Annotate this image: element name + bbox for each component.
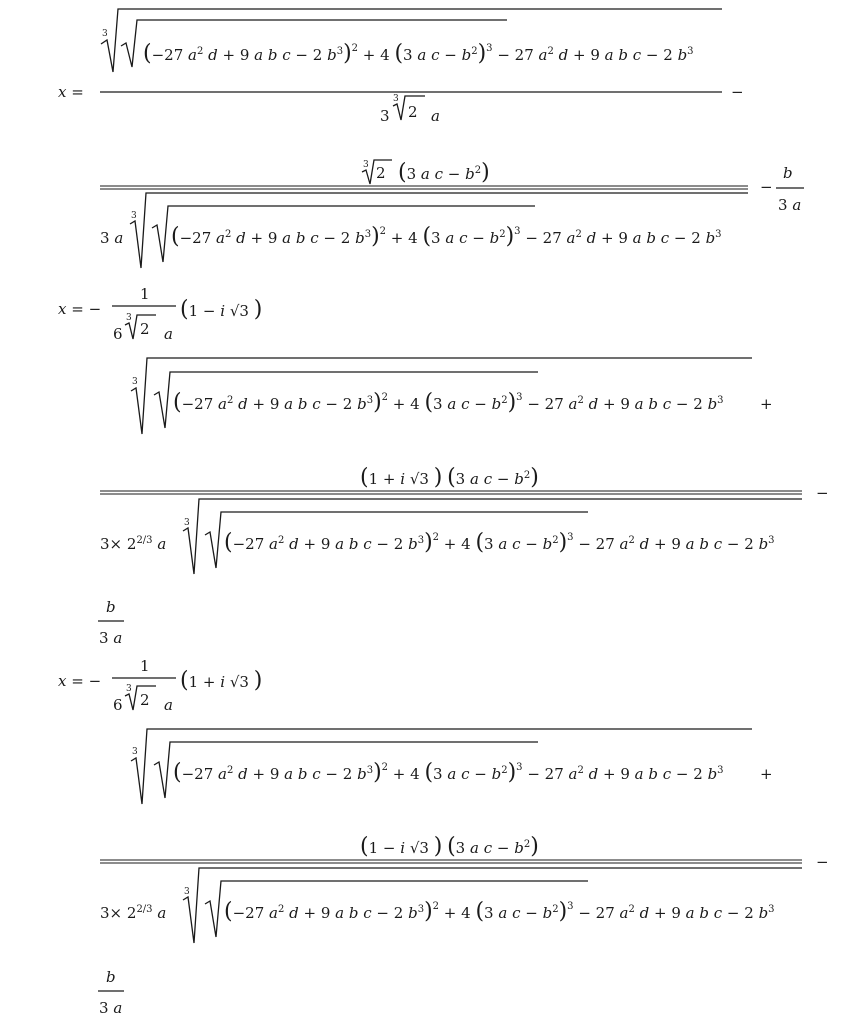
second-numerator: (3 a $c - b^2$) — [398, 160, 490, 185]
root-index: 3 — [132, 377, 138, 387]
root-index: 3 — [102, 29, 108, 39]
factor: (1 + i √3 ) — [180, 668, 263, 693]
solution-1 — [58, 9, 804, 268]
tail-sign: − — [760, 178, 773, 196]
second-denominator-prefix: $3\times 2^{2/3}$ a — [100, 904, 167, 922]
tail-num: b — [783, 164, 793, 182]
solution-1-lhs: x = — [58, 83, 84, 101]
join-sign: + — [760, 765, 773, 783]
coef-num: 1 — [140, 285, 150, 303]
solution-3-lhs: x = − — [58, 672, 102, 690]
solution-2-lhs: x = − — [58, 300, 102, 318]
root-index: 3 — [184, 887, 190, 897]
denominator-var: a — [431, 107, 440, 125]
solution-2 — [58, 285, 829, 647]
tail-num: b — [106, 968, 116, 986]
second-numerator: (1 + i √3 ) (3 a $c - b^2$) — [360, 465, 539, 490]
root-index: 3 — [184, 518, 190, 528]
coef-var: a — [164, 325, 173, 343]
tail-num: b — [106, 598, 116, 616]
tail-den: 3 a — [778, 196, 802, 214]
root-index: 3 — [393, 94, 399, 104]
coef-num: 1 — [140, 657, 150, 675]
second-numerator-root: 2 — [376, 164, 386, 182]
denominator-radicand: 2 — [408, 103, 418, 121]
radicand: (−27 $a^2$ d + 9 a b c − 2 $b^3)^2 + 4$ (3 a $c - b^2)^3 - 27$ $a^2$ d + 9 a b c − 2 $b^3$ — [173, 760, 724, 785]
coef-den: 6 — [113, 325, 123, 343]
coef-root: 2 — [140, 691, 150, 709]
root-index: 3 — [131, 211, 137, 221]
solution-3 — [58, 657, 829, 1017]
solution-1-numerator: (−27 $a^2$ d + 9 a b c − 2 $b^3)^2 + 4$ (3 a $c - b^2)^3 - 27$ $a^2$ d + 9 a b c − 2 $b^3$ — [143, 41, 694, 66]
join-sign: − — [731, 83, 744, 101]
root-index: 3 — [363, 160, 369, 170]
root-index: 3 — [132, 747, 138, 757]
second-denominator-prefix: $3\times 2^{2/3}$ a — [100, 535, 167, 553]
tail-sign: − — [816, 853, 829, 871]
second-denominator-prefix: 3 a — [100, 229, 124, 247]
coef-den: 6 — [113, 696, 123, 714]
denominator: 3 — [380, 107, 390, 125]
second-denominator-radicand: (−27 $a^2$ d + 9 a b c − 2 $b^3)^2 + 4$ (3 a $c - b^2)^3 - 27$ $a^2$ d + 9 a b c − 2 $b^3$ — [171, 224, 722, 249]
factor: (1 − i √3 ) — [180, 297, 263, 322]
second-denominator-radicand: (−27 $a^2$ d + 9 a b c − 2 $b^3)^2 + 4$ (3 a $c - b^2)^3 - 27$ $a^2$ d + 9 a b c − 2 $b^3$ — [224, 899, 775, 924]
second-denominator-radicand: (−27 $a^2$ d + 9 a b c − 2 $b^3)^2 + 4$ (3 a $c - b^2)^3 - 27$ $a^2$ d + 9 a b c − 2 $b^3$ — [224, 530, 775, 555]
radicand: (−27 $a^2$ d + 9 a b c − 2 $b^3)^2 + 4$ (3 a $c - b^2)^3 - 27$ $a^2$ d + 9 a b c − 2 $b^3$ — [173, 390, 724, 415]
coef-root: 2 — [140, 320, 150, 338]
root-index: 3 — [126, 313, 132, 323]
join-sign: + — [760, 395, 773, 413]
root-index: 3 — [126, 684, 132, 694]
second-numerator: (1 − i √3 ) (3 a $c - b^2$) — [360, 834, 539, 859]
tail-sign: − — [816, 484, 829, 502]
tail-den: 3 a — [99, 999, 123, 1017]
tail-den: 3 a — [99, 629, 123, 647]
coef-var: a — [164, 696, 173, 714]
